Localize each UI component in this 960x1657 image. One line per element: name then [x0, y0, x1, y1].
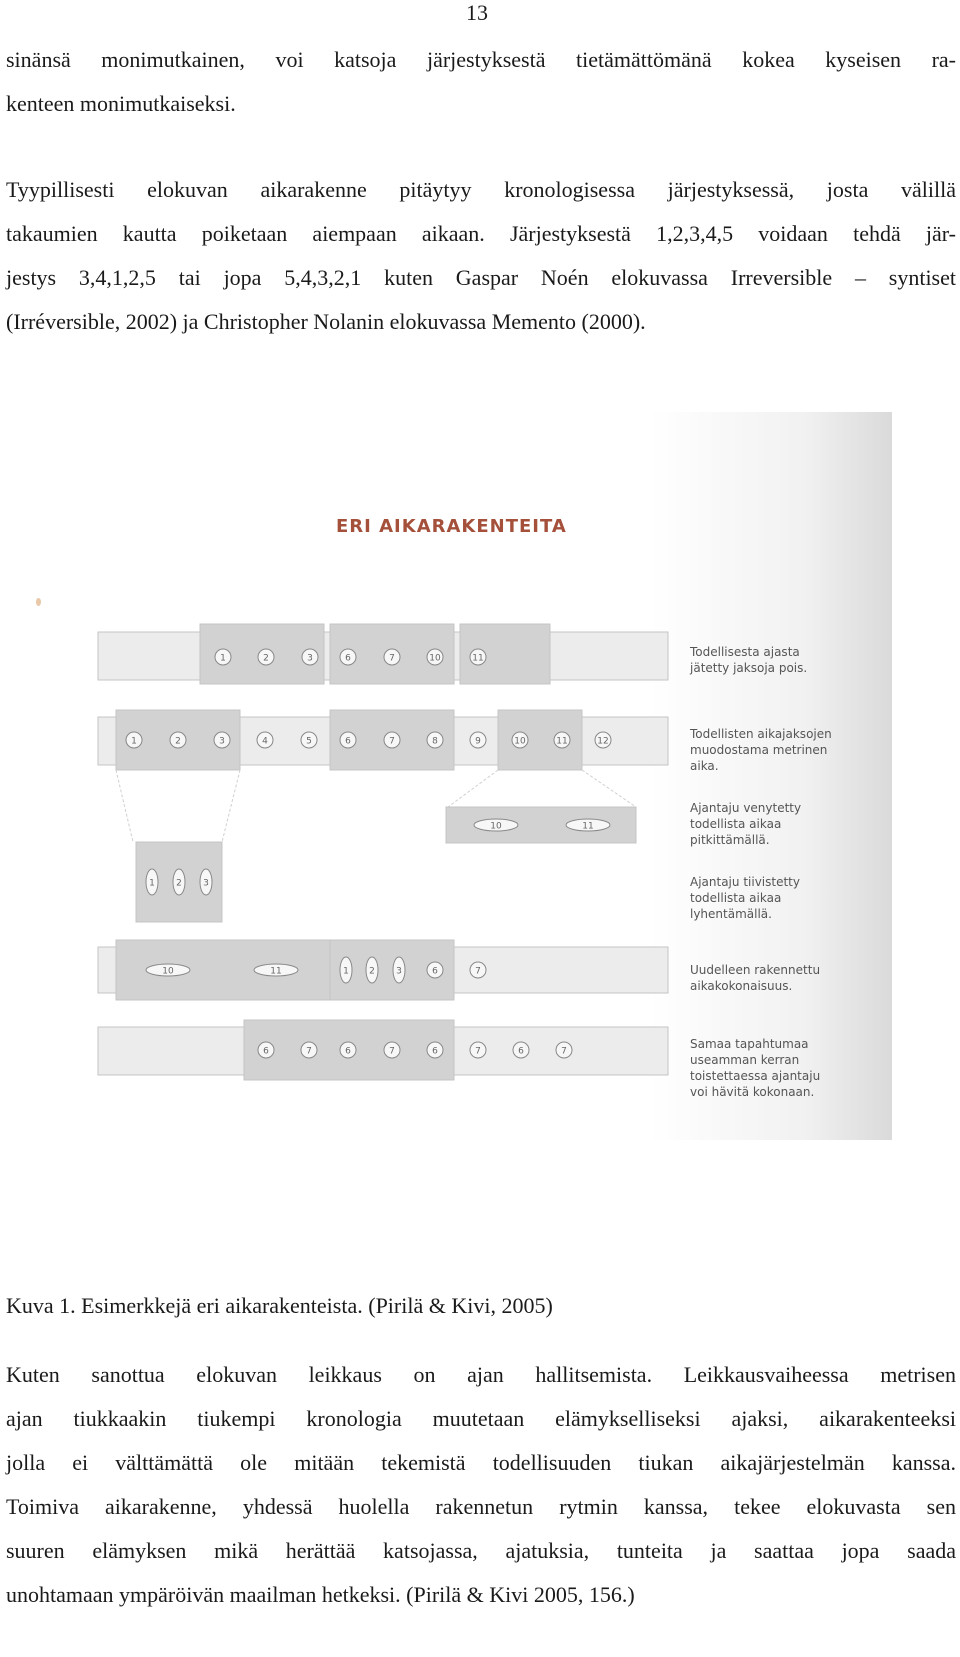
annotation-line: pitkittämällä. — [690, 833, 770, 847]
time-marker-label: 7 — [475, 966, 481, 977]
page-number: 13 — [466, 0, 488, 25]
projection-line — [448, 770, 636, 807]
time-marker-label: 7 — [561, 1046, 567, 1057]
time-marker-label: 2 — [369, 966, 375, 977]
time-structure-diagram — [28, 412, 688, 1140]
text-line: unohtamaan ympäröivän maailman hetkeksi. (Pirilä & Kivi 2005, 156.) — [6, 1582, 635, 1607]
annotation-line: todellista aikaa — [690, 817, 782, 831]
text-line: kenteen monimutkaiseksi. — [6, 91, 236, 116]
annotation-line: useamman kerran — [690, 1053, 800, 1067]
text-line: (Irréversible, 2002) ja Christopher Nolanin elokuvassa Memento (2000). — [6, 309, 646, 334]
time-marker-label: 10 — [429, 653, 441, 664]
figure-caption: Kuva 1. Esimerkkejä eri aikarakenteista. (Pirilä & Kivi, 2005) — [6, 1293, 553, 1318]
text-line: jestys 3,4,1,2,5 tai jopa 5,4,3,2,1 kuten Gaspar Noén elokuvassa Irreversible – syntiset — [6, 265, 956, 290]
projection-line — [116, 770, 240, 842]
time-structure-figure — [28, 412, 892, 1140]
time-marker-label: 7 — [389, 1046, 395, 1057]
time-marker-label: 6 — [432, 1046, 438, 1057]
time-marker-label: 10 — [514, 736, 526, 747]
text-line: jolla ei välttämättä ole mitään tekemistä todellisuuden tiukan aikajärjestelmän kanssa. — [6, 1450, 956, 1475]
annotation-stretched — [690, 800, 870, 848]
text-line: takaumien kautta poiketaan aiempaan aikaan. Järjestyksestä 1,2,3,4,5 voidaan tehdä jär- — [6, 221, 956, 246]
time-marker-label: 10 — [490, 821, 502, 832]
time-marker-label: 1 — [220, 653, 226, 664]
annotation-line: Ajantaju tiivistetty — [690, 875, 800, 889]
time-marker-label: 2 — [263, 653, 269, 664]
annotation-line: todellista aikaa — [690, 891, 782, 905]
time-marker-label: 11 — [270, 966, 282, 977]
annotation-line: aikakokonaisuus. — [690, 979, 793, 993]
paragraph-1 — [6, 38, 956, 126]
time-marker-label: 7 — [389, 736, 395, 747]
time-marker-label: 1 — [343, 966, 349, 977]
annotation-omitted — [690, 644, 870, 676]
text-line: Tyypillisesti elokuvan aikarakenne pitäytyy kronologisessa järjestyksessä, josta välillä — [6, 177, 956, 202]
time-marker-label: 12 — [597, 736, 609, 747]
text-line: Toimiva aikarakenne, yhdessä huolella rakennetun rytmin kanssa, tekee elokuvasta sen — [6, 1494, 956, 1519]
annotation-compressed — [690, 874, 870, 922]
figure-title: ERI AIKARAKENTEITA — [336, 516, 567, 537]
time-marker-label: 6 — [345, 736, 351, 747]
time-marker-label: 2 — [176, 878, 182, 889]
paragraph-2 — [6, 168, 956, 344]
annotation-line: Todellisesta ajasta — [690, 645, 800, 659]
time-marker-label: 7 — [475, 1046, 481, 1057]
time-marker-label: 7 — [389, 653, 395, 664]
time-marker-label: 6 — [518, 1046, 524, 1057]
time-marker-label: 1 — [131, 736, 137, 747]
text-line: suuren elämyksen mikä herättää katsojassa, ajatuksia, tunteita ja saattaa jopa saada — [6, 1538, 956, 1563]
paragraph-3 — [6, 1353, 956, 1617]
time-marker-label: 3 — [203, 878, 209, 889]
annotation-line: Samaa tapahtumaa — [690, 1037, 809, 1051]
text-line: sinänsä monimutkainen, voi katsoja järjestyksestä tietämättömänä kokea kyseisen ra- — [6, 47, 956, 72]
time-marker-label: 6 — [263, 1046, 269, 1057]
time-marker-label: 8 — [432, 736, 438, 747]
time-marker-label: 10 — [162, 966, 174, 977]
text-line: ajan tiukkaakin tiukempi kronologia muutetaan elämykselliseksi ajaksi, aikarakenteeksi — [6, 1406, 956, 1431]
time-marker-label: 11 — [556, 736, 568, 747]
annotation-line: jätetty jaksoja pois. — [690, 661, 808, 675]
annotation-line: lyhentämällä. — [690, 907, 772, 921]
time-marker-label: 3 — [396, 966, 402, 977]
annotation-line: Todellisten aikajaksojen — [690, 727, 832, 741]
annotation-rebuilt — [690, 962, 870, 994]
time-marker-label: 7 — [306, 1046, 312, 1057]
annotation-line: Uudelleen rakennettu — [690, 963, 821, 977]
time-marker-label: 5 — [306, 736, 312, 747]
time-marker-label: 1 — [149, 878, 155, 889]
time-marker-label: 6 — [345, 1046, 351, 1057]
time-marker-label: 3 — [219, 736, 225, 747]
annotation-line: toistettaessa ajantaju — [690, 1069, 821, 1083]
time-marker-label: 2 — [175, 736, 181, 747]
time-marker-label: 6 — [432, 966, 438, 977]
annotation-line: aika. — [690, 759, 719, 773]
time-marker-label: 4 — [262, 736, 268, 747]
time-marker-label: 6 — [345, 653, 351, 664]
time-marker-label: 3 — [307, 653, 313, 664]
time-marker-label: 11 — [472, 653, 484, 664]
time-marker-label: 9 — [475, 736, 481, 747]
annotation-metric — [690, 726, 870, 774]
time-marker-label: 11 — [582, 821, 594, 832]
annotation-line: Ajantaju venytetty — [690, 801, 802, 815]
annotation-repeated — [690, 1036, 870, 1100]
text-line: Kuten sanottua elokuvan leikkaus on ajan hallitsemista. Leikkausvaiheessa metrisen — [6, 1362, 956, 1387]
annotation-line: muodostama metrinen — [690, 743, 828, 757]
annotation-line: voi hävitä kokonaan. — [690, 1085, 815, 1099]
